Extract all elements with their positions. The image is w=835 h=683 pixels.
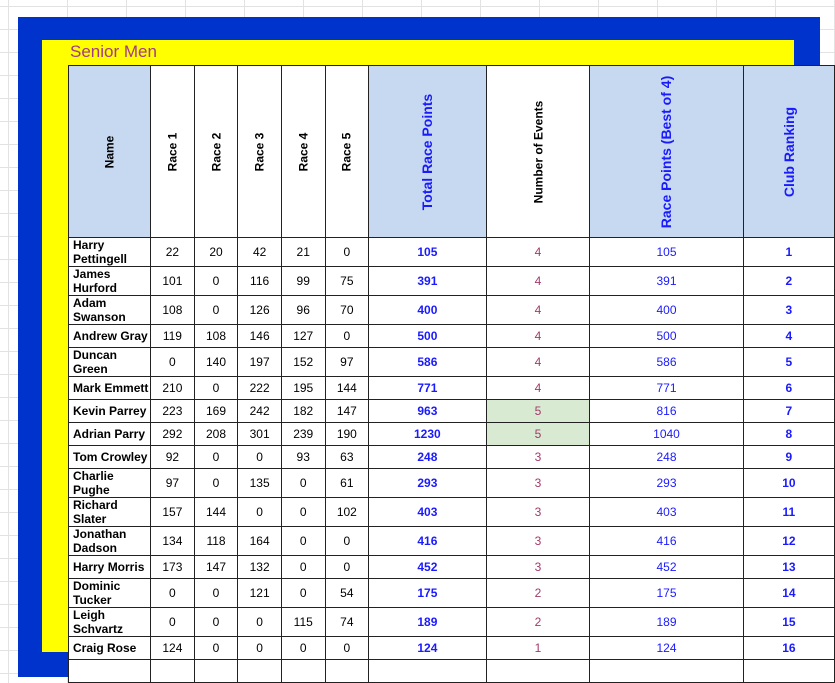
cell[interactable]: 124 <box>151 637 195 660</box>
cell[interactable]: 223 <box>151 400 195 423</box>
cell[interactable]: 190 <box>325 423 369 446</box>
cell[interactable]: 1 <box>486 637 590 660</box>
cell[interactable]: 15 <box>743 608 834 637</box>
cell[interactable]: 0 <box>281 556 325 579</box>
table-row <box>69 556 835 579</box>
cell[interactable]: Duncan Green <box>69 348 151 377</box>
cell[interactable]: Charlie Pughe <box>69 469 151 498</box>
cell[interactable]: 208 <box>194 423 238 446</box>
cell[interactable]: 0 <box>194 608 238 637</box>
cell[interactable]: 99 <box>281 267 325 296</box>
cell[interactable] <box>238 660 282 683</box>
table-row <box>69 400 835 423</box>
cell[interactable]: 147 <box>325 400 369 423</box>
column-header[interactable] <box>238 66 282 238</box>
cell[interactable]: Mark Emmett <box>69 377 151 400</box>
cell[interactable] <box>743 660 834 683</box>
cell[interactable]: 126 <box>238 296 282 325</box>
cell[interactable]: 210 <box>151 377 195 400</box>
column-header-label: Total Race Points <box>419 93 436 210</box>
cell[interactable]: 118 <box>194 527 238 556</box>
cell[interactable]: 586 <box>590 348 743 377</box>
cell[interactable]: 4 <box>486 377 590 400</box>
cell[interactable]: 0 <box>325 527 369 556</box>
cell[interactable]: 0 <box>325 637 369 660</box>
cell[interactable]: 0 <box>238 498 282 527</box>
cell[interactable]: 189 <box>369 608 486 637</box>
column-header[interactable] <box>325 66 369 238</box>
cell[interactable]: 586 <box>369 348 486 377</box>
cell[interactable]: Harry Morris <box>69 556 151 579</box>
cell[interactable]: 97 <box>325 348 369 377</box>
cell[interactable]: 292 <box>151 423 195 446</box>
cell[interactable]: 197 <box>238 348 282 377</box>
cell[interactable]: 4 <box>486 348 590 377</box>
cell[interactable]: 222 <box>238 377 282 400</box>
table-row <box>69 527 835 556</box>
cell[interactable]: 144 <box>194 498 238 527</box>
cell[interactable]: 0 <box>194 377 238 400</box>
cell[interactable]: 93 <box>281 446 325 469</box>
cell[interactable]: 391 <box>590 267 743 296</box>
cell[interactable]: 3 <box>486 556 590 579</box>
cell[interactable]: 108 <box>194 325 238 348</box>
cell[interactable]: 13 <box>743 556 834 579</box>
cell[interactable]: 102 <box>325 498 369 527</box>
cell[interactable]: 403 <box>590 498 743 527</box>
cell[interactable]: 92 <box>151 446 195 469</box>
cell[interactable]: 134 <box>151 527 195 556</box>
cell[interactable]: 124 <box>369 637 486 660</box>
cell[interactable]: 75 <box>325 267 369 296</box>
cell[interactable]: 452 <box>369 556 486 579</box>
cell[interactable]: 175 <box>369 579 486 608</box>
table-row <box>69 469 835 498</box>
cell[interactable]: 121 <box>238 579 282 608</box>
cell[interactable]: 157 <box>151 498 195 527</box>
cell[interactable]: 0 <box>194 296 238 325</box>
table-row <box>69 446 835 469</box>
cell[interactable]: Tom Crowley <box>69 446 151 469</box>
cell[interactable]: 0 <box>194 469 238 498</box>
cell[interactable]: 182 <box>281 400 325 423</box>
cell[interactable]: 0 <box>325 556 369 579</box>
cell[interactable]: 4 <box>486 296 590 325</box>
cell[interactable]: 173 <box>151 556 195 579</box>
cell[interactable]: 0 <box>281 579 325 608</box>
cell[interactable]: Jonathan Dadson <box>69 527 151 556</box>
column-header-label: Race 4 <box>296 132 311 171</box>
cell[interactable]: 146 <box>238 325 282 348</box>
column-header[interactable] <box>69 66 151 238</box>
cell[interactable]: 135 <box>238 469 282 498</box>
column-header-label: Race 3 <box>252 132 267 171</box>
cell[interactable]: 3 <box>743 296 834 325</box>
column-header[interactable] <box>369 66 486 238</box>
column-header[interactable] <box>151 66 195 238</box>
column-header[interactable] <box>743 66 834 238</box>
table-row <box>69 498 835 527</box>
cell[interactable]: 2 <box>486 608 590 637</box>
cell[interactable]: 97 <box>151 469 195 498</box>
cell[interactable]: 21 <box>281 238 325 267</box>
column-header-label: Race 1 <box>165 132 180 171</box>
cell[interactable]: 293 <box>590 469 743 498</box>
cell[interactable]: 816 <box>590 400 743 423</box>
cell[interactable]: 189 <box>590 608 743 637</box>
cell[interactable]: 500 <box>590 325 743 348</box>
cell[interactable]: 11 <box>743 498 834 527</box>
cell[interactable] <box>151 660 195 683</box>
cell[interactable]: 4 <box>486 267 590 296</box>
cell[interactable]: 10 <box>743 469 834 498</box>
cell[interactable]: 0 <box>281 527 325 556</box>
column-header-label: Name <box>102 135 117 168</box>
cell[interactable]: 9 <box>743 446 834 469</box>
column-header-label: Number of Events <box>530 100 545 203</box>
cell[interactable]: 108 <box>151 296 195 325</box>
table-row <box>69 267 835 296</box>
column-header[interactable] <box>486 66 590 238</box>
cell[interactable]: 164 <box>238 527 282 556</box>
cell[interactable]: 771 <box>369 377 486 400</box>
cell[interactable]: 42 <box>238 238 282 267</box>
cell[interactable]: Dominic Tucker <box>69 579 151 608</box>
cell[interactable]: 3 <box>486 498 590 527</box>
cell[interactable]: Craig Rose <box>69 637 151 660</box>
cell[interactable]: 0 <box>194 446 238 469</box>
cell[interactable]: 248 <box>369 446 486 469</box>
cell[interactable]: 963 <box>369 400 486 423</box>
cell[interactable] <box>590 660 743 683</box>
cell[interactable]: 1040 <box>590 423 743 446</box>
cell[interactable]: 169 <box>194 400 238 423</box>
cell[interactable] <box>69 660 151 683</box>
cell[interactable]: 105 <box>590 238 743 267</box>
cell[interactable]: 771 <box>590 377 743 400</box>
cell[interactable]: 8 <box>743 423 834 446</box>
cell[interactable]: 152 <box>281 348 325 377</box>
cell[interactable]: 22 <box>151 238 195 267</box>
cell[interactable]: 4 <box>486 238 590 267</box>
cell[interactable]: 0 <box>194 579 238 608</box>
cell[interactable] <box>486 660 590 683</box>
cell[interactable]: 400 <box>590 296 743 325</box>
cell[interactable]: 5 <box>743 348 834 377</box>
cell[interactable] <box>281 660 325 683</box>
cell[interactable]: 400 <box>369 296 486 325</box>
column-header-label: Race Points (Best of 4) <box>658 75 675 228</box>
header-row <box>69 66 835 238</box>
cell[interactable]: 147 <box>194 556 238 579</box>
table-row <box>69 608 835 637</box>
cell[interactable]: 70 <box>325 296 369 325</box>
table-row <box>69 296 835 325</box>
column-header[interactable] <box>194 66 238 238</box>
cell[interactable]: 105 <box>369 238 486 267</box>
column-header-label: Race 5 <box>339 132 354 171</box>
cell[interactable]: 14 <box>743 579 834 608</box>
cell[interactable]: 391 <box>369 267 486 296</box>
cell[interactable]: 416 <box>590 527 743 556</box>
cell[interactable]: 101 <box>151 267 195 296</box>
cell[interactable]: 132 <box>238 556 282 579</box>
column-header[interactable] <box>590 66 743 238</box>
table-row <box>69 579 835 608</box>
cell[interactable]: 115 <box>281 608 325 637</box>
cell[interactable]: 1 <box>743 238 834 267</box>
cell[interactable]: 127 <box>281 325 325 348</box>
sheet-title: Senior Men <box>70 42 157 61</box>
cell[interactable]: 2 <box>486 579 590 608</box>
cell[interactable]: 175 <box>590 579 743 608</box>
column-header-label: Race 2 <box>209 132 224 171</box>
cell[interactable]: 2 <box>743 267 834 296</box>
cell[interactable]: 0 <box>238 637 282 660</box>
cell[interactable]: 3 <box>486 527 590 556</box>
table-row <box>69 423 835 446</box>
cell[interactable]: 7 <box>743 400 834 423</box>
cell[interactable]: 63 <box>325 446 369 469</box>
cell[interactable]: 119 <box>151 325 195 348</box>
cell[interactable]: 403 <box>369 498 486 527</box>
cell[interactable]: Adam Swanson <box>69 296 151 325</box>
cell[interactable]: Richard Slater <box>69 498 151 527</box>
cell[interactable]: 0 <box>151 579 195 608</box>
table-row <box>69 377 835 400</box>
cell[interactable]: 452 <box>590 556 743 579</box>
cell[interactable]: 0 <box>281 469 325 498</box>
table-row <box>69 637 835 660</box>
results-table <box>68 65 835 683</box>
cell[interactable]: 0 <box>151 348 195 377</box>
cell[interactable]: 0 <box>325 238 369 267</box>
cell[interactable]: 0 <box>194 637 238 660</box>
cell[interactable]: 3 <box>486 446 590 469</box>
cell[interactable]: 0 <box>194 267 238 296</box>
cell[interactable]: 4 <box>486 325 590 348</box>
table-row <box>69 348 835 377</box>
cell[interactable]: 195 <box>281 377 325 400</box>
cell[interactable]: 1230 <box>369 423 486 446</box>
cell[interactable]: 416 <box>369 527 486 556</box>
cell[interactable]: Leigh Schvartz <box>69 608 151 637</box>
cell[interactable]: 248 <box>590 446 743 469</box>
cell[interactable]: 239 <box>281 423 325 446</box>
cell[interactable]: 0 <box>281 637 325 660</box>
cell[interactable]: 16 <box>743 637 834 660</box>
cell[interactable]: 0 <box>325 325 369 348</box>
cell[interactable]: 293 <box>369 469 486 498</box>
cell[interactable] <box>194 660 238 683</box>
empty-row <box>69 660 835 683</box>
cell[interactable]: 0 <box>238 446 282 469</box>
cell[interactable]: 5 <box>486 423 590 446</box>
cell[interactable]: 116 <box>238 267 282 296</box>
cell[interactable]: 500 <box>369 325 486 348</box>
cell[interactable]: 0 <box>281 498 325 527</box>
cell[interactable]: 5 <box>486 400 590 423</box>
cell[interactable]: 74 <box>325 608 369 637</box>
cell[interactable]: 61 <box>325 469 369 498</box>
cell[interactable]: 4 <box>743 325 834 348</box>
cell[interactable]: Harry Pettingell <box>69 238 151 267</box>
cell[interactable]: Adrian Parry <box>69 423 151 446</box>
cell[interactable]: James Hurford <box>69 267 151 296</box>
column-header[interactable] <box>281 66 325 238</box>
cell[interactable]: 124 <box>590 637 743 660</box>
cell[interactable]: 0 <box>151 608 195 637</box>
cell[interactable]: 6 <box>743 377 834 400</box>
cell[interactable]: 0 <box>238 608 282 637</box>
column-header-label: Club Ranking <box>780 106 797 197</box>
cell[interactable]: 140 <box>194 348 238 377</box>
cell[interactable]: 96 <box>281 296 325 325</box>
cell[interactable]: 3 <box>486 469 590 498</box>
cell[interactable] <box>325 660 369 683</box>
cell[interactable]: 20 <box>194 238 238 267</box>
cell[interactable]: Andrew Gray <box>69 325 151 348</box>
cell[interactable]: 144 <box>325 377 369 400</box>
cell[interactable] <box>369 660 486 683</box>
cell[interactable]: 242 <box>238 400 282 423</box>
cell[interactable]: 54 <box>325 579 369 608</box>
cell[interactable]: Kevin Parrey <box>69 400 151 423</box>
cell[interactable]: 12 <box>743 527 834 556</box>
cell[interactable]: 301 <box>238 423 282 446</box>
table-row <box>69 325 835 348</box>
table-row <box>69 238 835 267</box>
